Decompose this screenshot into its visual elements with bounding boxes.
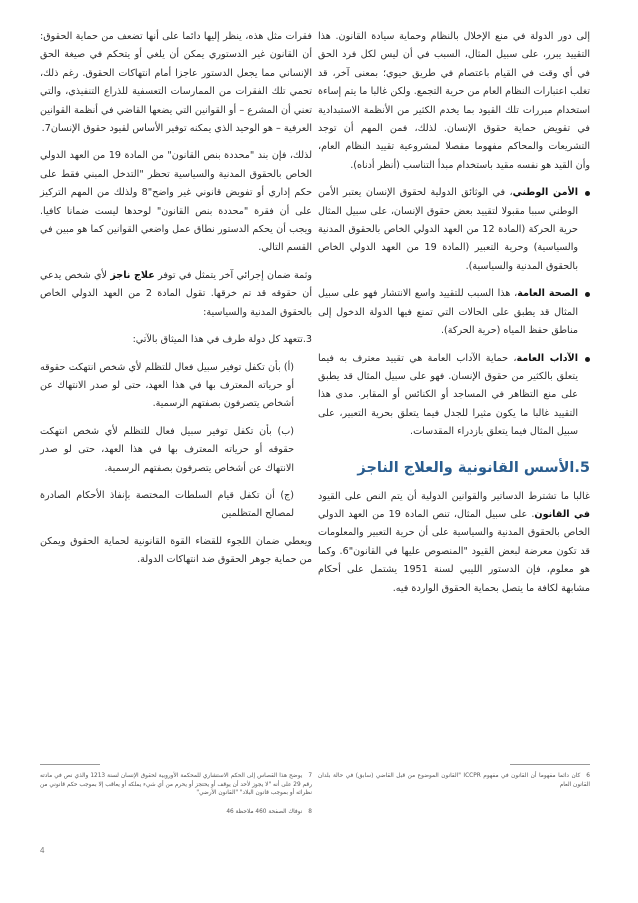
bullet-title: الصحة العامة — [517, 288, 578, 300]
paragraph — [40, 267, 312, 322]
footnote-divider — [40, 764, 100, 765]
section-heading: 5.الأسس القانونية والعلاج الناجز — [357, 459, 590, 476]
bullet-title: الأمن الوطني — [512, 187, 579, 199]
footnote-8 — [40, 808, 312, 817]
footnote-6 — [318, 772, 590, 789]
paragraph-text: وثمة ضمان إجرائي آخر يتمثل في توفر — [154, 269, 312, 281]
paragraph-text: لأي شخص يدعي أن حقوقه قد تم خرقها. تقول المادة 2 من العهد الدولي الخاص بالحقوق المدنية والسياسية: — [40, 269, 312, 318]
left-column — [40, 28, 312, 579]
bullet-text: ، حماية الآداب العامة هي تقييد معترف به فيما يتعلق بالكثير من حقوق الإنسان. فهو على سبيل المثال قد يطبق على منع التظاهر في المساجد أو الكنائس أو المقابر. مدى هذا التقييد غالبا ما يكون مثيرا للجدل فيما يتعلق بحرية التعبير، على سبيل المثال فيما يتعلق بازدراء المقدسات. — [318, 352, 578, 438]
bullet-public-morals — [318, 350, 590, 442]
footnote-text: كان دائما مفهوما أن القانون في مفهوم ICCPR "القانون الموضوع من قبل القاضي (سابق) في حالة بلدان القانون العام — [318, 773, 590, 788]
footnote-number: 7 — [308, 773, 313, 779]
emphasis-text: في القانون — [534, 508, 590, 520]
page-number: 4 — [40, 846, 45, 855]
paragraph: ويعطي ضمان اللجوء للقضاء القوة القانونية لحماية الحقوق ويمكن من حماية جوهر الحقوق ضد انتهاكات الدولة. — [40, 535, 312, 566]
emphasis-text: علاج ناجز — [110, 269, 155, 281]
footnote-7 — [40, 772, 312, 798]
bullet-dot-icon — [585, 191, 590, 196]
footnote-text: يوضح هذا القصاس إلى الحكم الاستشاري للمحكمة الأوروبية لحقوق الإنسان لسنة 1213 والذي نص في مادته رقم 29 على أنه "لا يجوز لأحد أن يوقف أو يحتجز أو يحرم من أي شيء يملكه أو يعاقب إلا بموجب حكم قانوني من نظرائه أو بموجب قانون البلاد" "القانون الأرضي" — [40, 773, 312, 797]
footnote-divider — [510, 764, 590, 765]
bullet-national-security — [318, 184, 590, 276]
bullet-text: ، في الوثائق الدولية لحقوق الإنسان يعتبر الأمن الوطني سببا مقبولا لتقييد بعض حقوق الإنسان، على سبيل المثال حرية الحركة (المادة 12 من العهد الدولي الخاص بالحقوق المدنية والسياسية) وحرية التعبير (المادة 19 من العهد الدولي الخاص بالحقوق المدنية والسياسية). — [318, 187, 578, 272]
paragraph: فقرات مثل هذه، ينظر إليها دائما على أنها تضعف من حماية الحقوق: أن القانون غير الدستوري يمكن أن يلغي أو يتحكم في صيغة الحق الإنساني مما يجعل الدستور عاجزا أمام انتهاكات الحقوق. رغم ذلك، تحمي تلك الفقرات من الممارسات التعسفية للذراع التنفيذي، والتي تعني أن المشرع – أو القوانين التي يضعها القاضي في أنظمة القوانين العرفية – هو الوحيد الذي يمكنه توفير الأساس لقيود حقوق الإنسان7. — [40, 31, 312, 135]
footnote-number: 8 — [308, 809, 312, 815]
footnote-text: نوفاك الصفحة 460 ملاحظة 46 — [226, 809, 303, 815]
paragraph: لذلك، فإن بند "محددة بنص القانون" من المادة 19 من العهد الدولي الخاص بالحقوق المدنية والسياسية تحظر "التدخل المبني فقط على حكم إداري أو تفويض قانوني غير واضح"8 ولذلك من المهم التركيز على أن فقرة "محددة بنص القانون" لوحدها ليست ضمانا كافيا. ويجب أن يحكم الدستور نطاق عمل واضعي القوانين كما هو مبين في القسم التالي. — [40, 150, 312, 254]
paragraph — [318, 488, 590, 598]
bullet-text: ، هذا السبب للتقييد واسع الانتشار فهو على سبيل المثال قد يطبق على الحالات التي تمنع فيها الدولة الدخول إلى مناطق حفظ المياه (حرية الحركة). — [318, 288, 578, 337]
right-column — [318, 28, 590, 607]
bullet-dot-icon — [585, 292, 590, 297]
paragraph-text: غالبا ما تشترط الدساتير والقوانين الدولية أن يتم النص على القيود — [318, 490, 590, 502]
quote-item-c: (ج) أن تكفل قيام السلطات المختصة بإنفاذ الأحكام الصادرة لمصالح المتظلمين — [40, 489, 294, 520]
bullet-public-health — [318, 285, 590, 340]
bullet-dot-icon — [585, 357, 590, 362]
footnote-number: 6 — [586, 773, 590, 779]
quote-intro: 3.تتعهد كل دولة طرف في هذا الميثاق بالآتي: — [132, 334, 312, 346]
paragraph-text: . على سبيل المثال، تنص المادة 19 من العهد الدولي الخاص بالحقوق المدنية والسياسية على أن حرية التعبير والمعلومات قد تكون معرضة لبعض القيود "المنصوص عليها في القانون"6. وكما هو معلوم، فإن الدستور الليبي لسنة 1951 يشتمل على أحكام مشابهة لكافة ما يتصل بحماية الحقوق الواردة فيه. — [318, 508, 590, 594]
bullet-title: الآداب العامة — [516, 352, 578, 364]
paragraph: إلى دور الدولة في منع الإخلال بالنظام وحماية سيادة القانون. هذا التقييد يبرر، على سبيل المثال، السبب في أن ليس لكل فرد الحق في أي وقت في القيام باعتصام في طريق حيوي؛ بمعنى آخر، قد تغلب اعتبارات النظام العام من حرية التجمع. ولكن غالبا ما يتم إساءة استخدام مبررات تلك القيود بما يخدم الكثير من الأنظمة الاستبدادية في تقويض حماية حقوق الإنسان. لذلك، فمن المهم أن توجد التشريعات والمحاكم مفهوما مفصلا لمشروعية تقييد النظام العام، وأن القيد هو نفسه مقيد باستخدام مبدأ التناسب (أنظر أدناه). — [318, 31, 590, 171]
quote-item-a: (أ) بأن تكفل توفير سبيل فعال للتظلم لأي شخص انتهكت حقوقه أو حرياته المعترف بها في هذا العهد، حتى لو صدر الانتهاك عن أشخاص يتصرفون بصفتهم الرسمية. — [40, 361, 294, 410]
quote-item-b: (ب) بأن تكفل توفير سبيل فعال للتظلم لأي شخص انتهكت حقوقه أو حرياته المعترف بها في هذا العهد، حتى لو صدر الانتهاك عن أشخاص يتصرفون بصفتهم الرسمية. — [40, 425, 294, 474]
